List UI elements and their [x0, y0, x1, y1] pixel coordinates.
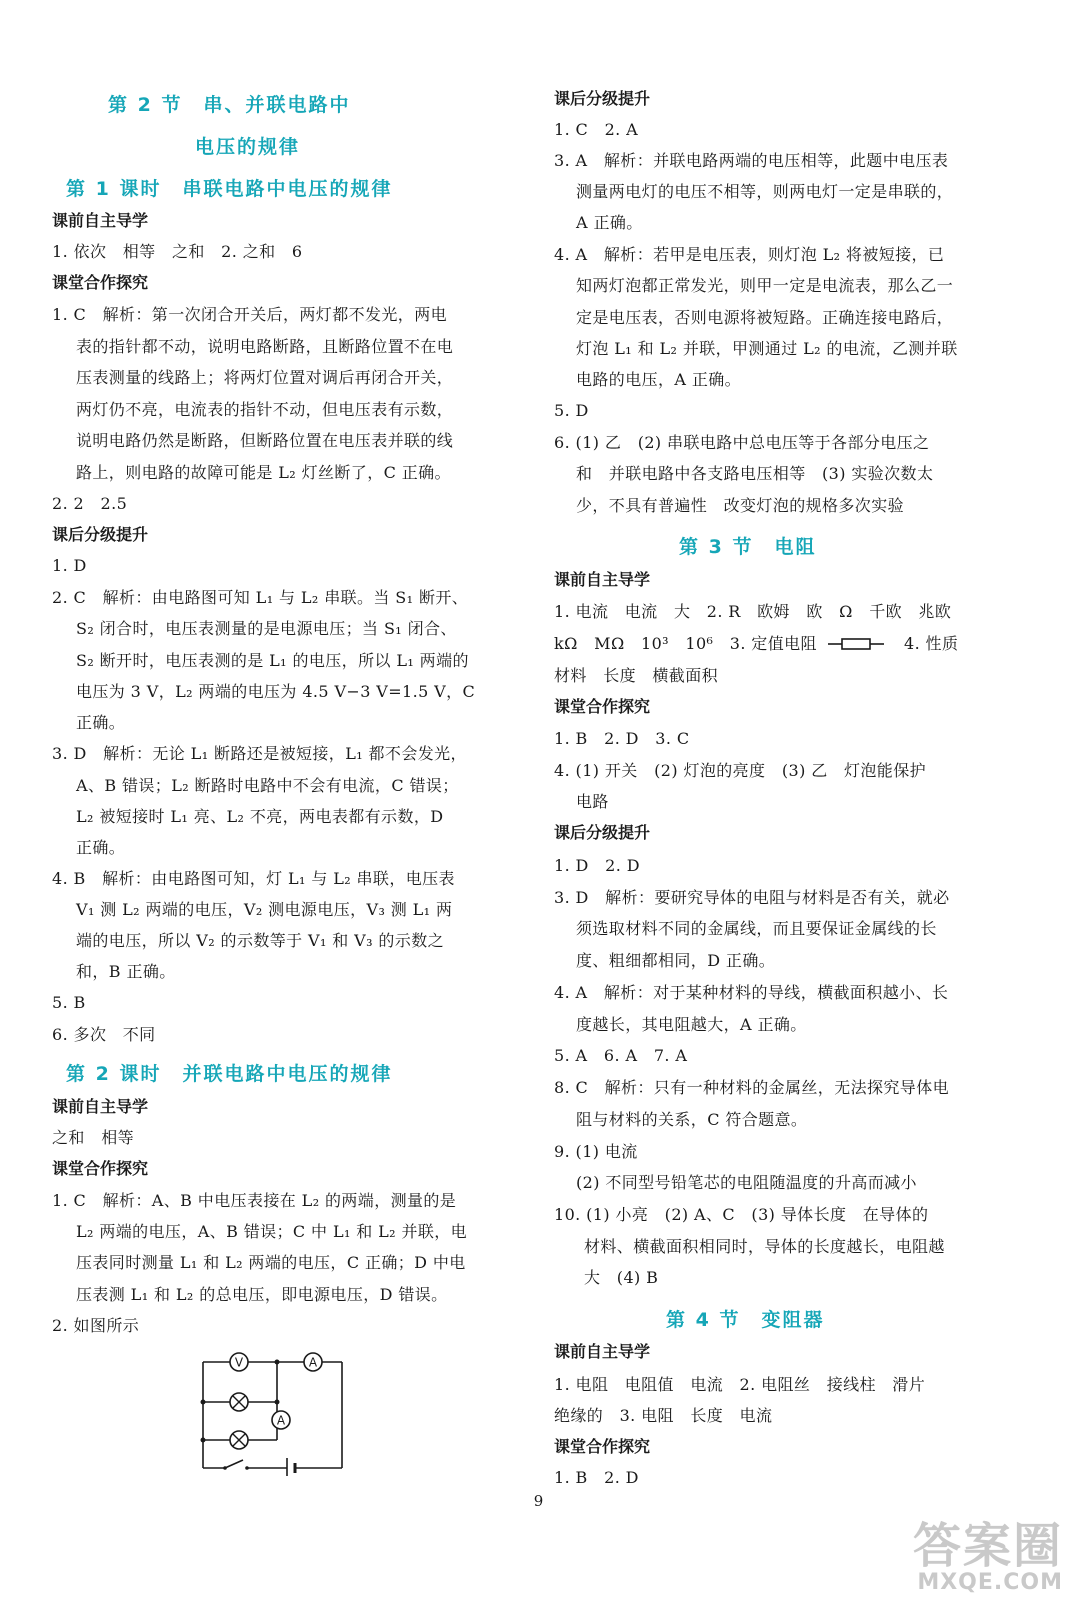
s3-pre-line1: 1. 电流 电流 大 2. R 欧姆 欧 Ω 千欧 兆欧	[554, 602, 952, 621]
s3-pre-label: 课前自主导学	[554, 570, 651, 589]
text-line: 须选取材料不同的金属线，而且要保证金属线的长	[576, 919, 937, 938]
text-line: 9. (1) 电流	[554, 1142, 638, 1161]
text-line: A、B 错误；L₂ 断路时电路中不会有电流，C 错误；	[76, 776, 459, 795]
watermark-url: MXQE.COM	[917, 1570, 1063, 1595]
text-line: 1. C 解析：A、B 中电压表接在 L₂ 的两端，测量的是	[52, 1191, 457, 1210]
l1-class-label: 课堂合作探究	[52, 273, 149, 292]
text-line: 压表测量的线路上；将两灯位置对调后再闭合开关，	[76, 368, 454, 387]
section4-title: 第 4 节 变阻器	[666, 1309, 825, 1331]
section-title-line1: 第 2 节 串、并联电路中	[108, 94, 351, 116]
lesson2-title: 第 2 课时 并联电路中电压的规律	[66, 1063, 393, 1085]
text-line: 大 (4) B	[584, 1268, 659, 1287]
text-line: 4. (1) 开关 (2) 灯泡的亮度 (3) 乙 灯泡能保护	[554, 761, 927, 780]
text-line: 材料、横截面积相同时，导体的长度越长，电阻越	[584, 1237, 945, 1256]
switch-contact	[223, 1466, 227, 1470]
r-q5: 5. D	[554, 401, 589, 420]
junction-dot	[275, 1400, 280, 1405]
r-q12: 1. C 2. A	[554, 120, 639, 139]
text-line: (2) 不同型号铅笔芯的电阻随温度的升高而减小	[576, 1173, 917, 1192]
text-line: 测量两电灯的电压不相等，则两电灯一定是串联的，	[576, 182, 954, 201]
s3-after-q567: 5. A 6. A 7. A	[554, 1046, 688, 1065]
text-line: L₂ 两端的电压，A、B 错误；C 中 L₁ 和 L₂ 并联，电	[76, 1222, 468, 1241]
text-line: 3. A 解析：并联电路两端的电压相等，此题中电压表	[554, 151, 949, 170]
watermark-logo	[912, 1518, 1063, 1595]
text-line: 阻与材料的关系，C 符合题意。	[576, 1110, 808, 1129]
text-line: 压表同时测量 L₁ 和 L₂ 两端的电压，C 正确；D 中电	[76, 1253, 466, 1272]
text-line: 正确。	[76, 838, 126, 857]
s3-class-label: 课堂合作探究	[554, 697, 651, 716]
s3-pre-line3: 材料 长度 横截面积	[554, 666, 719, 685]
l1-after-q1: 1. D	[52, 556, 87, 575]
after-label: 课后分级提升	[554, 89, 651, 108]
voltmeter-label: V	[234, 1355, 244, 1370]
text-line: 灯泡 L₁ 和 L₂ 并联，甲测通过 L₂ 的电流，乙测并联	[576, 339, 958, 358]
junction-dot	[275, 1360, 280, 1365]
text-line: 度越长，其电阻越大，A 正确。	[576, 1015, 807, 1034]
lamp-symbol	[230, 1431, 248, 1449]
text-line: 和 并联电路中各支路电压相等 (3) 实验次数太	[576, 464, 934, 483]
text-line: 4. B 解析：由电路图可知，灯 L₁ 与 L₂ 串联，电压表	[52, 869, 455, 888]
text-line: 两灯仍不亮，电流表的指针不动，但电压表有示数，	[76, 400, 454, 419]
page-number: 9	[533, 1492, 544, 1510]
section3-title: 第 3 节 电阻	[679, 536, 817, 558]
s4-pre-line1: 1. 电阻 电阻值 电流 2. 电阻丝 接线柱 滑片	[554, 1375, 926, 1394]
text-line: 定是电压表，否则电源将被短路。正确连接电路后，	[576, 308, 954, 327]
junction-dot	[201, 1400, 206, 1405]
text-line: L₂ 被短接时 L₁ 亮、L₂ 不亮，两电表都有示数，D	[76, 807, 444, 826]
text-line: 正确。	[76, 713, 126, 732]
switch-contact	[245, 1466, 249, 1470]
text-line: 1. C 解析：第一次闭合开关后，两灯都不发光，两电	[52, 305, 447, 324]
lesson1-title: 第 1 课时 串联电路中电压的规律	[66, 178, 393, 200]
section-title-line2: 电压的规律	[195, 136, 301, 158]
lamp-symbol	[230, 1393, 248, 1411]
s4-class-q12: 1. B 2. D	[554, 1468, 639, 1487]
text-line: A 正确。	[576, 213, 643, 232]
s4-pre-label: 课前自主导学	[554, 1342, 651, 1361]
text-line: 10. (1) 小亮 (2) A、C (3) 导体长度 在导体的	[554, 1205, 929, 1224]
s4-class-label: 课堂合作探究	[554, 1437, 651, 1456]
text-line: S₂ 闭合时，电压表测量的是电源电压；当 S₁ 闭合、	[76, 619, 457, 638]
ammeter-label: A	[276, 1413, 286, 1428]
l2-class-label: 课堂合作探究	[52, 1159, 149, 1178]
l1-after-q6: 6. 多次 不同	[52, 1025, 156, 1044]
text-line: 6. (1) 乙 (2) 串联电路中总电压等于各部分电压之	[554, 433, 930, 452]
text-line: 3. D 解析：无论 L₁ 断路还是被短接，L₁ 都不会发光，	[52, 744, 467, 763]
circuit-diagram	[197, 1348, 357, 1476]
l2-class-q2: 2. 如图所示	[52, 1316, 140, 1335]
l1-after-q5: 5. B	[52, 993, 86, 1012]
s3-after-q12: 1. D 2. D	[554, 856, 640, 875]
text-line: 4. A 解析：对于某种材料的导线，横截面积越小、长	[554, 983, 949, 1002]
text-line: 8. C 解析：只有一种材料的金属丝，无法探究导体电	[554, 1078, 949, 1097]
l1-class-q2: 2. 2 2.5	[52, 494, 128, 513]
s4-pre-line2: 绝缘的 3. 电阻 长度 电流	[554, 1406, 773, 1425]
text-line: 知两灯泡都正常发光，则甲一定是电流表，那么乙一	[576, 276, 954, 295]
s3-pre-line2b: 4. 性质	[904, 634, 959, 653]
text-line: 路上，则电路的故障可能是 L₂ 灯丝断了，C 正确。	[76, 463, 451, 482]
l1-pre-answer: 1. 依次 相等 之和 2. 之和 6	[52, 242, 303, 261]
l2-pre-answer: 之和 相等	[52, 1128, 135, 1147]
text-line: 电路的电压，A 正确。	[576, 370, 742, 389]
text-line: 表的指针都不动，说明电路断路，且断路位置不在电	[76, 337, 454, 356]
text-line: 度、粗细都相同，D 正确。	[576, 951, 776, 970]
text-line: 电路	[576, 792, 609, 811]
l1-pre-label: 课前自主导学	[52, 211, 149, 230]
l1-after-label: 课后分级提升	[52, 525, 149, 544]
s3-class-q123: 1. B 2. D 3. C	[554, 729, 690, 748]
text-line: 电压为 3 V，L₂ 两端的电压为 4.5 V−3 V=1.5 V，C	[76, 682, 476, 701]
text-line: 3. D 解析：要研究导体的电阻与材料是否有关，就必	[554, 888, 950, 907]
resistor-symbol	[828, 636, 884, 652]
text-line: S₂ 断开时，电压表测的是 L₁ 的电压，所以 L₁ 两端的	[76, 651, 469, 670]
junction-dot	[201, 1438, 206, 1443]
text-line: 压表测 L₁ 和 L₂ 的总电压，即电源电压，D 错误。	[76, 1285, 448, 1304]
watermark-text: 答案圈	[912, 1518, 1063, 1574]
s3-after-label: 课后分级提升	[554, 823, 651, 842]
text-line: 说明电路仍然是断路，但断路位置在电压表并联的线	[76, 431, 454, 450]
text-line: V₁ 测 L₂ 两端的电压，V₂ 测电源电压，V₃ 测 L₁ 两	[76, 900, 453, 919]
text-line: 4. A 解析：若甲是电压表，则灯泡 L₂ 将被短接，已	[554, 245, 945, 264]
text-line: 端的电压，所以 V₂ 的示数等于 V₁ 和 V₃ 的示数之	[76, 931, 445, 950]
text-line: 少，不具有普遍性 改变灯泡的规格多次实验	[576, 496, 905, 515]
l2-pre-label: 课前自主导学	[52, 1097, 149, 1116]
s3-pre-line2: kΩ MΩ 10³ 10⁶ 3. 定值电阻	[554, 634, 817, 653]
text-line: 2. C 解析：由电路图可知 L₁ 与 L₂ 串联。当 S₁ 断开、	[52, 588, 469, 607]
ammeter-label: A	[308, 1355, 318, 1370]
switch-blade	[225, 1460, 243, 1468]
text-line: 和，B 正确。	[76, 962, 176, 981]
